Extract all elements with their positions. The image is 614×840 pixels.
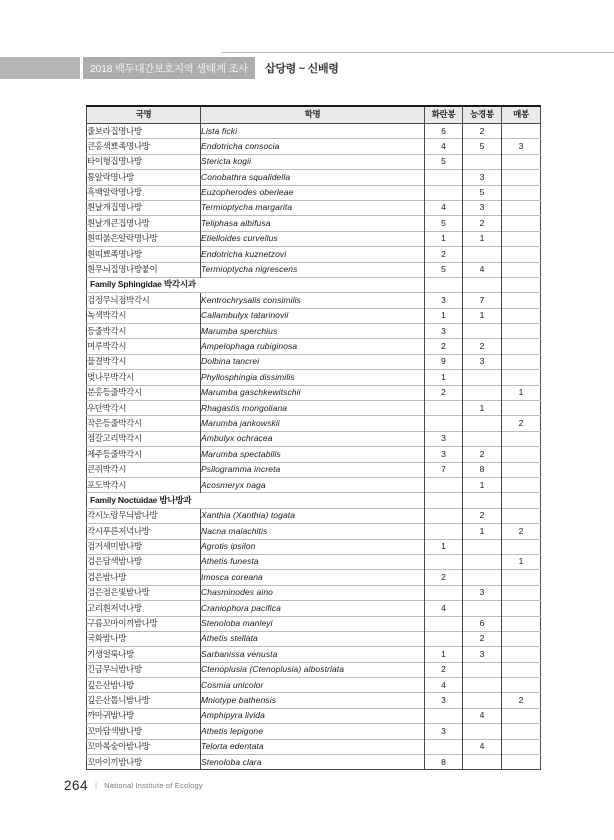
count-cell: 6 (463, 616, 502, 631)
korean-name-cell: 고리흰저녁나방 (87, 601, 201, 616)
count-cell (425, 524, 463, 539)
species-row (87, 339, 541, 354)
korean-name-cell: 흑백알락명나방 (87, 185, 201, 200)
count-cell (463, 678, 502, 693)
korean-name-cell: 물결박각시 (87, 354, 201, 369)
column-header: 매봉 (502, 106, 541, 124)
count-cell: 2 (425, 662, 463, 677)
scientific-name-cell: Kentrochrysalis consimilis (201, 293, 425, 308)
scientific-name-cell: Ambulyx ochracea (201, 431, 425, 446)
count-cell: 3 (425, 324, 463, 339)
count-cell (502, 755, 541, 770)
page-number: 264 (64, 778, 89, 793)
count-cell (463, 154, 502, 169)
count-cell: 1 (463, 401, 502, 416)
scientific-name-cell: Marumba sperchius (201, 324, 425, 339)
count-cell-empty (502, 277, 541, 292)
count-cell (425, 739, 463, 754)
species-row (87, 385, 541, 400)
count-cell (463, 755, 502, 770)
count-cell (502, 231, 541, 246)
scientific-name-cell: Acosmeryx naga (201, 477, 425, 492)
count-cell (463, 554, 502, 569)
species-row (87, 462, 541, 477)
korean-name-cell: 머루박각시 (87, 339, 201, 354)
korean-name-cell: 기생얼룩나방 (87, 647, 201, 662)
count-cell (463, 662, 502, 677)
korean-name-cell: 깊은산톱니밤나방 (87, 693, 201, 708)
korean-name-cell: 흰날개큰집명나방 (87, 216, 201, 231)
species-row (87, 431, 541, 446)
korean-name-cell: 꼬마이끼밤나방 (87, 755, 201, 770)
scientific-name-cell: Amphipyra livida (201, 708, 425, 723)
count-cell (463, 370, 502, 385)
count-cell (502, 678, 541, 693)
korean-name-cell: 긴금무늬밤나방 (87, 662, 201, 677)
scientific-name-cell: Athetis stellata (201, 631, 425, 646)
count-cell: 2 (425, 385, 463, 400)
count-cell (425, 508, 463, 523)
count-cell (425, 477, 463, 492)
scientific-name-cell: Marumba spectabilis (201, 447, 425, 462)
count-cell (502, 431, 541, 446)
count-cell (502, 601, 541, 616)
korean-name-cell: 제주등줄박각시 (87, 447, 201, 462)
count-cell (502, 401, 541, 416)
korean-name-cell: 작은등줄박각시 (87, 416, 201, 431)
korean-name-cell: 우단박각시 (87, 401, 201, 416)
footer-separator: | (95, 781, 98, 790)
count-cell: 1 (463, 231, 502, 246)
count-cell: 3 (425, 724, 463, 739)
scientific-name-cell: Psilogramma increta (201, 462, 425, 477)
count-cell (502, 170, 541, 185)
count-cell: 2 (425, 247, 463, 262)
count-cell (463, 570, 502, 585)
species-row (87, 647, 541, 662)
footer-institute-name: National Institute of Ecology (104, 781, 203, 790)
species-row (87, 154, 541, 169)
count-cell: 2 (425, 570, 463, 585)
scientific-name-cell: Lista ficki (201, 124, 425, 139)
species-row (87, 539, 541, 554)
count-cell (502, 708, 541, 723)
count-cell: 2 (502, 693, 541, 708)
species-row (87, 185, 541, 200)
count-cell: 2 (502, 524, 541, 539)
species-row (87, 585, 541, 600)
korean-name-cell: 흰띠뾰족명나방 (87, 247, 201, 262)
count-cell: 8 (425, 755, 463, 770)
korean-name-cell: 까마귀밤나방 (87, 708, 201, 723)
count-cell (502, 616, 541, 631)
count-cell-empty (502, 493, 541, 508)
korean-name-cell: 벚나무박각시 (87, 370, 201, 385)
count-cell: 4 (463, 739, 502, 754)
species-row (87, 447, 541, 462)
scientific-name-cell: Callambulyx tatarinovii (201, 308, 425, 323)
count-cell (502, 662, 541, 677)
count-cell: 1 (425, 231, 463, 246)
species-row (87, 755, 541, 770)
species-row (87, 631, 541, 646)
scientific-name-cell: Phyllosphingia dissimilis (201, 370, 425, 385)
count-cell (463, 693, 502, 708)
count-cell: 4 (425, 200, 463, 215)
species-row (87, 308, 541, 323)
korean-name-cell: 구름꼬마이끼밤나방 (87, 616, 201, 631)
count-cell (463, 385, 502, 400)
family-section-label: Family Sphingidae 박각시과 (87, 277, 425, 292)
count-cell: 1 (463, 308, 502, 323)
species-row (87, 200, 541, 215)
count-cell: 1 (425, 647, 463, 662)
count-cell-empty (463, 493, 502, 508)
species-table (86, 105, 541, 770)
count-cell (502, 724, 541, 739)
species-row (87, 139, 541, 154)
korean-name-cell: 검거세미밤나방 (87, 539, 201, 554)
korean-name-cell: 통알락명나방 (87, 170, 201, 185)
count-cell (502, 154, 541, 169)
species-row (87, 216, 541, 231)
scientific-name-cell: Marumba gaschkewitschii (201, 385, 425, 400)
species-row (87, 416, 541, 431)
scientific-name-cell: Nacna malachitis (201, 524, 425, 539)
count-cell: 3 (463, 585, 502, 600)
species-row (87, 616, 541, 631)
count-cell: 1 (425, 539, 463, 554)
korean-name-cell: 줄보라집명나방 (87, 124, 201, 139)
header-banner-left-block (0, 57, 80, 79)
korean-name-cell: 검은밤나방 (87, 570, 201, 585)
korean-name-cell: 검은담색밤나방 (87, 554, 201, 569)
section-subtitle: 삽당령 ~ 신배령 (265, 63, 339, 75)
count-cell (502, 216, 541, 231)
count-cell: 6 (425, 124, 463, 139)
korean-name-cell: 흰무늬집명나방붙이 (87, 262, 201, 277)
scientific-name-cell: Ampelophaga rubiginosa (201, 339, 425, 354)
count-cell: 1 (502, 385, 541, 400)
count-cell: 5 (463, 139, 502, 154)
count-cell (502, 631, 541, 646)
report-title: 2018 백두대간보호지역 생태계 조사 (90, 62, 248, 75)
scientific-name-cell: Conobathra squalidella (201, 170, 425, 185)
count-cell: 9 (425, 354, 463, 369)
column-header: 능경봉 (463, 106, 502, 124)
scientific-name-cell: Ctenoplusia (Ctenoplusia) albostriata (201, 662, 425, 677)
count-cell: 5 (463, 185, 502, 200)
count-cell: 5 (425, 262, 463, 277)
count-cell (502, 185, 541, 200)
korean-name-cell: 녹색박각시 (87, 308, 201, 323)
count-cell: 2 (502, 416, 541, 431)
count-cell (425, 401, 463, 416)
scientific-name-cell: Etielloides curvellus (201, 231, 425, 246)
count-cell: 3 (463, 647, 502, 662)
column-header: 화란봉 (425, 106, 463, 124)
count-cell (502, 447, 541, 462)
scientific-name-cell: Agrotis ipsilon (201, 539, 425, 554)
header-divider-line (222, 52, 614, 53)
korean-name-cell: 포도박각시 (87, 477, 201, 492)
species-row (87, 570, 541, 585)
count-cell: 3 (463, 200, 502, 215)
species-row (87, 324, 541, 339)
scientific-name-cell: Imosca coreana (201, 570, 425, 585)
count-cell (463, 324, 502, 339)
count-cell: 4 (425, 139, 463, 154)
scientific-name-cell: Rhagastis mongoliana (201, 401, 425, 416)
species-row (87, 231, 541, 246)
species-row (87, 693, 541, 708)
scientific-name-cell: Athetis lepigone (201, 724, 425, 739)
count-cell (502, 354, 541, 369)
count-cell (502, 508, 541, 523)
species-row (87, 354, 541, 369)
column-header: 학명 (201, 106, 425, 124)
count-cell: 7 (463, 293, 502, 308)
count-cell: 5 (425, 154, 463, 169)
count-cell (463, 416, 502, 431)
count-cell: 1 (425, 308, 463, 323)
count-cell: 1 (502, 554, 541, 569)
page-footer (64, 778, 203, 793)
scientific-name-cell: Marumba jankowskii (201, 416, 425, 431)
family-section-row (87, 277, 541, 292)
korean-name-cell: 흰날개집명나방 (87, 200, 201, 215)
count-cell: 4 (463, 708, 502, 723)
count-cell (502, 585, 541, 600)
scientific-name-cell: Athetis funesta (201, 554, 425, 569)
count-cell (463, 539, 502, 554)
count-cell (425, 554, 463, 569)
count-cell: 1 (463, 477, 502, 492)
count-cell-empty (463, 277, 502, 292)
scientific-name-cell: Endotricha consocia (201, 139, 425, 154)
scientific-name-cell: Teliphasa albifusa (201, 216, 425, 231)
count-cell (425, 585, 463, 600)
count-cell: 3 (425, 431, 463, 446)
species-table-body (87, 124, 541, 770)
scientific-name-cell: Stenoloba manleyi (201, 616, 425, 631)
scientific-name-cell: Endotricha kuznetzovi (201, 247, 425, 262)
count-cell (463, 247, 502, 262)
count-cell (463, 724, 502, 739)
family-section-row (87, 493, 541, 508)
species-row (87, 708, 541, 723)
species-row (87, 370, 541, 385)
scientific-name-cell: Sarbanissa venusta (201, 647, 425, 662)
species-row (87, 508, 541, 523)
scientific-name-cell: Termioptycha nigrescens (201, 262, 425, 277)
count-cell (463, 601, 502, 616)
count-cell: 4 (425, 678, 463, 693)
count-cell: 3 (463, 170, 502, 185)
count-cell: 1 (425, 370, 463, 385)
korean-name-cell: 꼬마담색밤나방 (87, 724, 201, 739)
species-row (87, 554, 541, 569)
korean-name-cell: 국화밤나방 (87, 631, 201, 646)
count-cell: 8 (463, 462, 502, 477)
count-cell: 2 (425, 339, 463, 354)
count-cell (502, 200, 541, 215)
korean-name-cell: 검정무늬점박각시 (87, 293, 201, 308)
species-row (87, 262, 541, 277)
korean-name-cell: 분홍등줄박각시 (87, 385, 201, 400)
korean-name-cell: 각시노랑무늬밤나방 (87, 508, 201, 523)
count-cell (502, 262, 541, 277)
count-cell (502, 539, 541, 554)
count-cell: 2 (463, 447, 502, 462)
korean-name-cell: 흰띠붉은알락명나방 (87, 231, 201, 246)
species-row (87, 739, 541, 754)
count-cell (502, 339, 541, 354)
species-row (87, 477, 541, 492)
report-title-banner (83, 57, 255, 79)
count-cell (425, 616, 463, 631)
korean-name-cell: 검은점은빛밤나방 (87, 585, 201, 600)
count-cell (425, 185, 463, 200)
scientific-name-cell: Craniophora pacifica (201, 601, 425, 616)
header-row (87, 106, 541, 124)
count-cell: 2 (463, 339, 502, 354)
species-row (87, 247, 541, 262)
species-row (87, 124, 541, 139)
scientific-name-cell: Telorta edentata (201, 739, 425, 754)
scientific-name-cell: Dolbina tancrei (201, 354, 425, 369)
species-row (87, 662, 541, 677)
count-cell: 4 (463, 262, 502, 277)
count-cell (502, 293, 541, 308)
count-cell-empty (425, 493, 463, 508)
count-cell: 3 (425, 447, 463, 462)
count-cell-empty (425, 277, 463, 292)
count-cell (502, 324, 541, 339)
species-table-container (86, 105, 541, 770)
count-cell (502, 570, 541, 585)
count-cell (502, 308, 541, 323)
count-cell: 4 (425, 601, 463, 616)
korean-name-cell: 점갈고리박각시 (87, 431, 201, 446)
count-cell (425, 170, 463, 185)
count-cell: 3 (425, 293, 463, 308)
count-cell (502, 739, 541, 754)
korean-name-cell: 큰쥐박각시 (87, 462, 201, 477)
species-row (87, 170, 541, 185)
scientific-name-cell: Cosmia unicolor (201, 678, 425, 693)
korean-name-cell: 큰홍색뾰족명나방 (87, 139, 201, 154)
korean-name-cell: 꼬마복숭아밤나방 (87, 739, 201, 754)
scientific-name-cell: Termioptycha margarita (201, 200, 425, 215)
scientific-name-cell: Stericta kogii (201, 154, 425, 169)
count-cell (425, 416, 463, 431)
count-cell: 2 (463, 631, 502, 646)
scientific-name-cell: Stenoloba clara (201, 755, 425, 770)
count-cell (502, 477, 541, 492)
scientific-name-cell: Chasminodes aino (201, 585, 425, 600)
species-row (87, 678, 541, 693)
count-cell: 2 (463, 124, 502, 139)
count-cell: 3 (502, 139, 541, 154)
korean-name-cell: 깊은산밤나방 (87, 678, 201, 693)
species-row (87, 601, 541, 616)
count-cell: 2 (463, 508, 502, 523)
species-row (87, 524, 541, 539)
species-table-header (87, 106, 541, 124)
count-cell (502, 370, 541, 385)
count-cell (425, 708, 463, 723)
species-row (87, 724, 541, 739)
column-header: 국명 (87, 106, 201, 124)
scientific-name-cell: Euzopherodes oberleae (201, 185, 425, 200)
scientific-name-cell: Mniotype bathensis (201, 693, 425, 708)
species-row (87, 401, 541, 416)
count-cell: 2 (463, 216, 502, 231)
count-cell (502, 647, 541, 662)
count-cell: 7 (425, 462, 463, 477)
count-cell: 5 (425, 216, 463, 231)
species-row (87, 293, 541, 308)
count-cell (425, 631, 463, 646)
count-cell: 1 (463, 524, 502, 539)
korean-name-cell: 타이형집명나방 (87, 154, 201, 169)
family-section-label: Family Noctuidae 밤나방과 (87, 493, 425, 508)
count-cell (463, 431, 502, 446)
korean-name-cell: 각시푸른저녁나방 (87, 524, 201, 539)
count-cell: 3 (463, 354, 502, 369)
count-cell: 3 (425, 693, 463, 708)
count-cell (502, 462, 541, 477)
count-cell (502, 247, 541, 262)
count-cell (502, 124, 541, 139)
korean-name-cell: 등줄박각시 (87, 324, 201, 339)
scientific-name-cell: Xanthia (Xanthia) togata (201, 508, 425, 523)
